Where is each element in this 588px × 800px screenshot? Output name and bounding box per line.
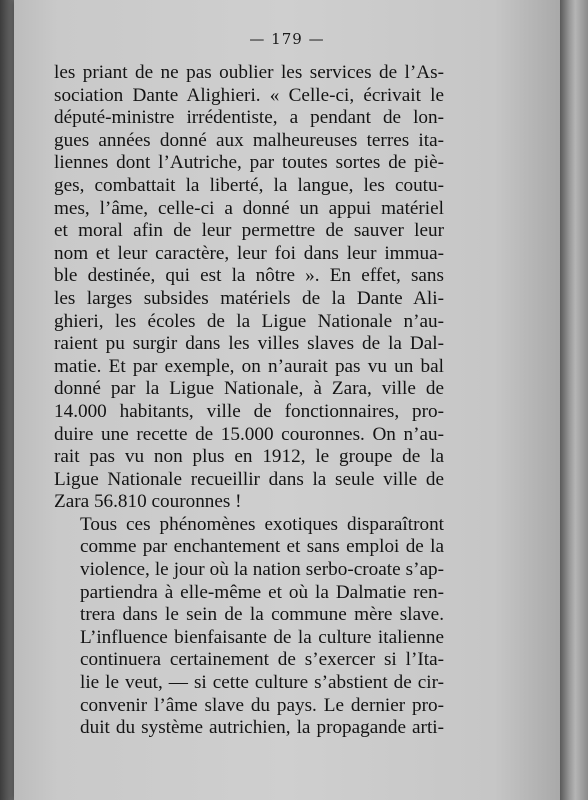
text-line: comme par enchantement et sans emploi de la: [80, 536, 444, 558]
paragraph-1: [54, 62, 444, 514]
text-line: nom et leur caractère, leur foi dans leur immua-: [54, 242, 444, 264]
page-edge-shadow: [560, 0, 588, 800]
text-line: duit du système autrichien, la propagande arti-: [80, 717, 444, 739]
paragraph-2: [54, 514, 444, 740]
text-line: trera dans le sein de la commune mère slave.: [80, 604, 444, 626]
text-line: 14.000 habitants, ville de fonctionnaires, pro-: [54, 400, 444, 422]
text-line: lie le veut, — si cette culture s’abstient de cir-: [80, 672, 444, 694]
text-line: convenir l’âme slave du pays. Le dernier pro-: [80, 694, 444, 716]
text-line: continuera certainement de s’exercer si l’Ita-: [80, 649, 444, 671]
text-line: les larges subsides matériels de la Dante Ali-: [54, 287, 444, 309]
text-line: les priant de ne pas oublier les services de l’As-: [54, 62, 444, 83]
text-line: donné par la Ligue Nationale, à Zara, ville de: [54, 378, 444, 400]
text-line: matie. Et par exemple, on n’aurait pas vu un bal: [54, 355, 444, 377]
text-line: ble destinée, qui est la nôtre ». En effet, sans: [54, 265, 444, 287]
text-line: partiendra à elle-même et où la Dalmatie ren-: [80, 581, 444, 603]
text-line: raient pu surgir dans les villes slaves de la Dal-: [54, 333, 444, 355]
text-line: L’influence bienfaisante de la culture italienne: [80, 626, 444, 648]
text-line: Ligue Nationale recueillir dans la seule ville de: [54, 468, 444, 490]
text-line: député-ministre irrédentiste, a pendant de lon-: [54, 107, 444, 129]
text-line: gues années donné aux malheureuses terres ita-: [54, 129, 444, 151]
binding-shadow: [0, 0, 14, 800]
text-line: mes, l’âme, celle-ci a donné un appui matériel: [54, 197, 444, 219]
text-line: violence, le jour où la nation serbo-croate s’ap-: [80, 559, 444, 581]
text-line: Zara 56.810 couronnes !: [54, 491, 242, 513]
body-text: [54, 62, 444, 740]
text-line: duire une recette de 15.000 couronnes. On n’au-: [54, 423, 444, 445]
text-line: sociation Dante Alighieri. « Celle-ci, écrivait le: [54, 84, 444, 106]
text-line: ges, combattait la liberté, la langue, les coutu-: [54, 174, 444, 196]
page-number: — 179 —: [249, 30, 325, 48]
text-line: et moral afin de leur permettre de sauver leur: [54, 220, 444, 242]
text-line: ghieri, les écoles de la Ligue Nationale n’au-: [54, 310, 444, 332]
text-line: liennes dont l’Autriche, par toutes sortes de piè-: [54, 152, 444, 174]
book-page: [14, 0, 560, 800]
text-line: rait pas vu non plus en 1912, le groupe de la: [54, 446, 444, 468]
text-line: Tous ces phénomènes exotiques disparaîtront: [80, 513, 444, 535]
